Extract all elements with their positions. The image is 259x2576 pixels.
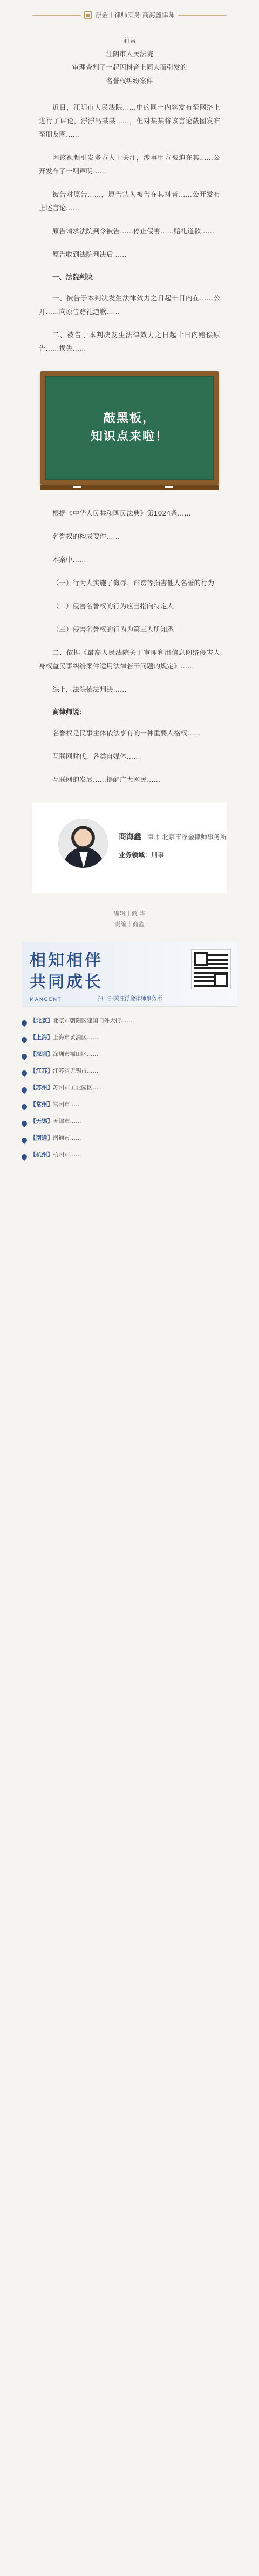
lawyer-title: 律师 北京市浮金律师事务所 (147, 833, 227, 841)
lawyer-info (119, 820, 227, 879)
paragraph: 互联网的发展……提醒广大网民…… (52, 775, 161, 784)
paragraph: （一）行为人实施了侮辱、诽谤等损害他人名誉的行为 (52, 579, 215, 587)
office-name: 【无锡】 (30, 1118, 53, 1125)
office-address: 北京市朝阳区建国门外大街…… (53, 1018, 132, 1024)
court-line-3: 名誉权纠纷案件 (106, 77, 153, 85)
office-item (22, 1016, 237, 1026)
chalkboard-surface (45, 376, 214, 480)
lawyer-card (32, 802, 227, 893)
follow-banner (22, 942, 237, 1007)
article-header (0, 0, 259, 30)
paragraph: 综上，法院依法判决…… (52, 685, 127, 693)
office-address: 上海市黄浦区…… (53, 1034, 98, 1041)
paragraph: 近日，江阴市人民法院……中的同一内容发布至网络上进行了评论，浮浮冯某某……，但对某某将该言论截图发布至朋友圈…… (39, 103, 220, 138)
editor-credits (0, 908, 259, 930)
header-divider-left (32, 15, 81, 16)
office-name: 【北京】 (30, 1018, 53, 1024)
banner-line-1: 相知相伴 (30, 951, 103, 970)
office-name: 【常州】 (30, 1101, 53, 1108)
qr-code-icon[interactable] (192, 950, 230, 989)
paragraph: 被告对原告……，原告认为被告在其抖音……公开发布上述言论…… (39, 190, 220, 212)
chalkboard-line-1: 敲黑板， (103, 412, 155, 425)
paragraph: 根据《中华人民共和国民法典》第1024条…… (52, 509, 191, 517)
location-pin-icon (21, 1053, 28, 1060)
paragraph: 原告收到法院判决后…… (52, 250, 127, 258)
paragraph: 本案中…… (52, 556, 86, 564)
office-item (22, 1033, 237, 1042)
chalk-icon (165, 486, 173, 488)
office-address: 无锡市…… (53, 1118, 81, 1125)
location-pin-icon (21, 1103, 28, 1110)
chalkboard-line-2: 知识点来啦！ (90, 430, 168, 444)
lawyer-note-title: 商律师说： (52, 708, 86, 716)
editor-line: 编辑丨商 华 (113, 910, 146, 917)
banner-english: MANGENT (30, 997, 62, 1002)
office-address: 杭州市…… (53, 1152, 81, 1158)
court-line-2: 审理查判了一起因抖音上同人而引发的 (72, 63, 187, 71)
court-line-1: 江阴市人民法院 (106, 50, 153, 58)
office-item (22, 1100, 237, 1109)
paragraph: 二、被告于本判决发生法律效力之日起十日内赔偿原告……损失…… (39, 331, 220, 352)
banner-subtitle: 扫一扫关注浮金律师事务所 (98, 996, 162, 1002)
location-pin-icon (21, 1120, 28, 1127)
office-list (22, 1016, 237, 1160)
office-item (22, 1083, 237, 1093)
header-text: 浮金丨律师实务 商海鑫律师 (95, 11, 175, 19)
location-pin-icon (21, 1036, 28, 1043)
law-badge-icon (84, 11, 92, 19)
section-title-judgment: 一、法院判决 (52, 273, 93, 281)
office-address: 常州市…… (53, 1101, 81, 1108)
lawyer-name: 商海鑫 (119, 833, 141, 841)
office-name: 【江苏】 (30, 1068, 53, 1074)
lawyer-avatar (58, 819, 108, 868)
office-item (22, 1134, 237, 1143)
office-item (22, 1067, 237, 1076)
chalkboard-ledge (40, 485, 219, 490)
office-item (22, 1117, 237, 1126)
chalk-icon (73, 486, 81, 488)
intro-title: 前言 (122, 36, 137, 44)
office-item (22, 1150, 237, 1160)
lawyer-field (119, 848, 227, 861)
chalkboard-image (40, 371, 219, 485)
article-body (0, 34, 259, 786)
location-pin-icon (21, 1153, 28, 1161)
paragraph: （三）侵害名誉权的行为为第三人所知悉 (52, 625, 174, 633)
office-item (22, 1050, 237, 1059)
office-address: 江苏省无锡市…… (53, 1068, 98, 1074)
header-divider-right (178, 15, 227, 16)
paragraph: 名誉权是民事主体依法享有的一种重要人格权…… (52, 729, 201, 737)
lawyer-field-value: 刑事 (151, 851, 165, 859)
lawyer-field-label: 业务领域： (119, 851, 152, 859)
office-name: 【苏州】 (30, 1085, 53, 1091)
office-address: 深圳市福田区…… (53, 1051, 98, 1058)
location-pin-icon (21, 1136, 28, 1144)
location-pin-icon (21, 1069, 28, 1077)
intro-block (39, 34, 220, 88)
paragraph: 互联网时代，各类自媒体…… (52, 752, 140, 760)
paragraph: 因该视频引发多方人士关注，涉事甲方被迫在其……公开发布了一则声明…… (39, 153, 220, 175)
office-address: 苏州市工业园区…… (53, 1085, 104, 1091)
location-pin-icon (21, 1086, 28, 1094)
paragraph: 一、被告于本判决发生法律效力之日起十日内在……公开……向原告赔礼道歉…… (39, 294, 220, 316)
paragraph: （二）侵害名誉权的行为应当指向特定人 (52, 602, 174, 610)
office-name: 【南通】 (30, 1135, 53, 1141)
location-pin-icon (21, 1019, 28, 1027)
office-name: 【上海】 (30, 1034, 53, 1041)
paragraph: 原告请求法院判令被告……停止侵害……赔礼道歉…… (52, 227, 215, 235)
paragraph: 二、依据《最高人民法院关于审理利用信息网络侵害人身权益民事纠纷案件适用法律若干问题的规定》…… (39, 648, 220, 670)
office-name: 【深圳】 (30, 1051, 53, 1058)
banner-line-2: 共同成长 (30, 973, 103, 992)
office-address: 南通市…… (53, 1135, 81, 1141)
paragraph: 名誉权的构成要件…… (52, 532, 120, 540)
chief-editor-line: 责编丨商鑫 (114, 921, 145, 928)
office-name: 【杭州】 (30, 1152, 53, 1158)
